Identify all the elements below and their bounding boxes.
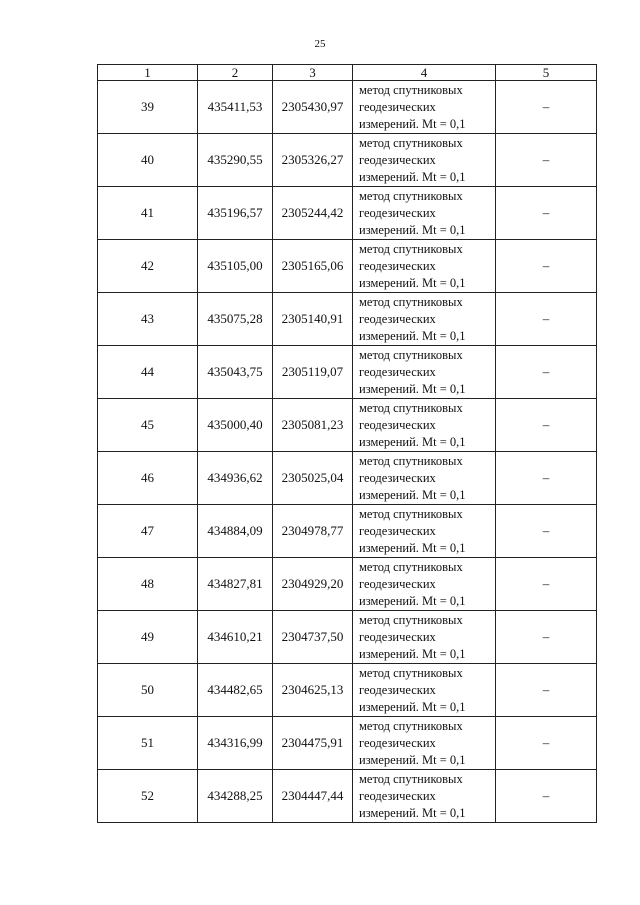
note-cell <box>496 505 597 558</box>
method-text-line: измерений. Mt = 0,1 <box>359 540 466 555</box>
header-col-2: 2 <box>198 65 273 81</box>
y-coordinate-cell: 2304929,20 <box>273 558 353 611</box>
note-cell <box>496 452 597 505</box>
note-cell <box>496 664 597 717</box>
method-text-line: геодезических <box>359 152 436 167</box>
method-cell <box>353 399 496 452</box>
dash-mark: – <box>542 576 550 591</box>
y-coordinate-cell: 2305119,07 <box>273 346 353 399</box>
method-text-line: геодезических <box>359 788 436 803</box>
dash-mark: – <box>542 788 550 803</box>
y-coordinate-cell: 2304625,13 <box>273 664 353 717</box>
method-cell <box>353 717 496 770</box>
header-col-4: 4 <box>353 65 496 81</box>
method-text-line: метод спутниковых <box>359 771 463 786</box>
x-coordinate-cell: 435196,57 <box>198 187 273 240</box>
x-coordinate-cell: 434288,25 <box>198 770 273 823</box>
point-number-cell: 51 <box>98 717 198 770</box>
y-coordinate-cell: 2305025,04 <box>273 452 353 505</box>
note-cell <box>496 81 597 134</box>
dash-mark: – <box>542 523 550 538</box>
coordinates-table <box>97 64 597 823</box>
method-text-line: измерений. Mt = 0,1 <box>359 752 466 767</box>
note-cell <box>496 134 597 187</box>
header-col-1: 1 <box>98 65 198 81</box>
method-text-line: метод спутниковых <box>359 665 463 680</box>
y-coordinate-cell: 2304737,50 <box>273 611 353 664</box>
x-coordinate-cell: 435105,00 <box>198 240 273 293</box>
y-coordinate-cell: 2304475,91 <box>273 717 353 770</box>
point-number-cell: 47 <box>98 505 198 558</box>
table-row <box>98 770 597 823</box>
table-row <box>98 452 597 505</box>
method-text-line: геодезических <box>359 311 436 326</box>
method-cell <box>353 664 496 717</box>
note-cell <box>496 611 597 664</box>
method-text-line: метод спутниковых <box>359 294 463 309</box>
method-text-line: измерений. Mt = 0,1 <box>359 116 466 131</box>
note-cell <box>496 293 597 346</box>
table-row <box>98 134 597 187</box>
dash-mark: – <box>542 682 550 697</box>
method-cell <box>353 611 496 664</box>
method-cell <box>353 452 496 505</box>
method-text-line: измерений. Mt = 0,1 <box>359 434 466 449</box>
dash-mark: – <box>542 417 550 432</box>
note-cell <box>496 346 597 399</box>
method-text-line: геодезических <box>359 523 436 538</box>
x-coordinate-cell: 434884,09 <box>198 505 273 558</box>
dash-mark: – <box>542 99 550 114</box>
method-text-line: метод спутниковых <box>359 347 463 362</box>
method-text-line: метод спутниковых <box>359 559 463 574</box>
point-number-cell: 43 <box>98 293 198 346</box>
table-body <box>98 81 597 823</box>
x-coordinate-cell: 434936,62 <box>198 452 273 505</box>
method-cell <box>353 81 496 134</box>
method-text-line: измерений. Mt = 0,1 <box>359 169 466 184</box>
dash-mark: – <box>542 735 550 750</box>
method-cell <box>353 505 496 558</box>
dash-mark: – <box>542 470 550 485</box>
point-number-cell: 50 <box>98 664 198 717</box>
header-row <box>98 65 597 81</box>
method-cell <box>353 134 496 187</box>
method-text-line: метод спутниковых <box>359 82 463 97</box>
method-text-line: метод спутниковых <box>359 718 463 733</box>
method-text-line: измерений. Mt = 0,1 <box>359 593 466 608</box>
x-coordinate-cell: 434610,21 <box>198 611 273 664</box>
y-coordinate-cell: 2304447,44 <box>273 770 353 823</box>
method-text-line: геодезических <box>359 470 436 485</box>
method-text-line: геодезических <box>359 417 436 432</box>
header-col-3: 3 <box>273 65 353 81</box>
table-row <box>98 81 597 134</box>
method-text-line: метод спутниковых <box>359 612 463 627</box>
method-text-line: метод спутниковых <box>359 506 463 521</box>
x-coordinate-cell: 434827,81 <box>198 558 273 611</box>
table-row <box>98 187 597 240</box>
method-text-line: измерений. Mt = 0,1 <box>359 487 466 502</box>
x-coordinate-cell: 435290,55 <box>198 134 273 187</box>
method-text-line: измерений. Mt = 0,1 <box>359 222 466 237</box>
method-text-line: метод спутниковых <box>359 453 463 468</box>
method-text-line: геодезических <box>359 576 436 591</box>
point-number-cell: 49 <box>98 611 198 664</box>
method-text-line: геодезических <box>359 364 436 379</box>
header-col-5: 5 <box>496 65 597 81</box>
point-number-cell: 40 <box>98 134 198 187</box>
method-cell <box>353 293 496 346</box>
dash-mark: – <box>542 364 550 379</box>
table-row <box>98 558 597 611</box>
y-coordinate-cell: 2305430,97 <box>273 81 353 134</box>
method-text-line: геодезических <box>359 205 436 220</box>
page-number: 25 <box>314 38 326 50</box>
point-number-cell: 44 <box>98 346 198 399</box>
method-text-line: геодезических <box>359 682 436 697</box>
x-coordinate-cell: 435000,40 <box>198 399 273 452</box>
method-text-line: метод спутниковых <box>359 400 463 415</box>
method-text-line: геодезических <box>359 629 436 644</box>
y-coordinate-cell: 2305140,91 <box>273 293 353 346</box>
method-text-line: геодезических <box>359 735 436 750</box>
y-coordinate-cell: 2305244,42 <box>273 187 353 240</box>
table-row <box>98 399 597 452</box>
method-cell <box>353 346 496 399</box>
note-cell <box>496 187 597 240</box>
x-coordinate-cell: 434316,99 <box>198 717 273 770</box>
table-row <box>98 293 597 346</box>
method-text-line: метод спутниковых <box>359 241 463 256</box>
point-number-cell: 41 <box>98 187 198 240</box>
table-row <box>98 611 597 664</box>
table-row <box>98 240 597 293</box>
dash-mark: – <box>542 629 550 644</box>
point-number-cell: 42 <box>98 240 198 293</box>
point-number-cell: 39 <box>98 81 198 134</box>
method-text-line: измерений. Mt = 0,1 <box>359 275 466 290</box>
y-coordinate-cell: 2305081,23 <box>273 399 353 452</box>
method-text-line: геодезических <box>359 258 436 273</box>
table-header <box>98 65 597 81</box>
x-coordinate-cell: 434482,65 <box>198 664 273 717</box>
point-number-cell: 52 <box>98 770 198 823</box>
note-cell <box>496 240 597 293</box>
table-row <box>98 346 597 399</box>
method-text-line: измерений. Mt = 0,1 <box>359 328 466 343</box>
table-row <box>98 664 597 717</box>
method-cell <box>353 187 496 240</box>
dash-mark: – <box>542 311 550 326</box>
table-row <box>98 717 597 770</box>
point-number-cell: 46 <box>98 452 198 505</box>
x-coordinate-cell: 435411,53 <box>198 81 273 134</box>
y-coordinate-cell: 2305326,27 <box>273 134 353 187</box>
note-cell <box>496 399 597 452</box>
method-text-line: геодезических <box>359 99 436 114</box>
method-text-line: измерений. Mt = 0,1 <box>359 805 466 820</box>
dash-mark: – <box>542 152 550 167</box>
point-number-cell: 48 <box>98 558 198 611</box>
point-number-cell: 45 <box>98 399 198 452</box>
method-text-line: измерений. Mt = 0,1 <box>359 381 466 396</box>
note-cell <box>496 717 597 770</box>
dash-mark: – <box>542 258 550 273</box>
table-row <box>98 505 597 558</box>
x-coordinate-cell: 435075,28 <box>198 293 273 346</box>
method-cell <box>353 770 496 823</box>
method-text-line: метод спутниковых <box>359 188 463 203</box>
y-coordinate-cell: 2305165,06 <box>273 240 353 293</box>
method-cell <box>353 558 496 611</box>
note-cell <box>496 770 597 823</box>
dash-mark: – <box>542 205 550 220</box>
method-cell <box>353 240 496 293</box>
x-coordinate-cell: 435043,75 <box>198 346 273 399</box>
method-text-line: метод спутниковых <box>359 135 463 150</box>
note-cell <box>496 558 597 611</box>
y-coordinate-cell: 2304978,77 <box>273 505 353 558</box>
method-text-line: измерений. Mt = 0,1 <box>359 646 466 661</box>
method-text-line: измерений. Mt = 0,1 <box>359 699 466 714</box>
